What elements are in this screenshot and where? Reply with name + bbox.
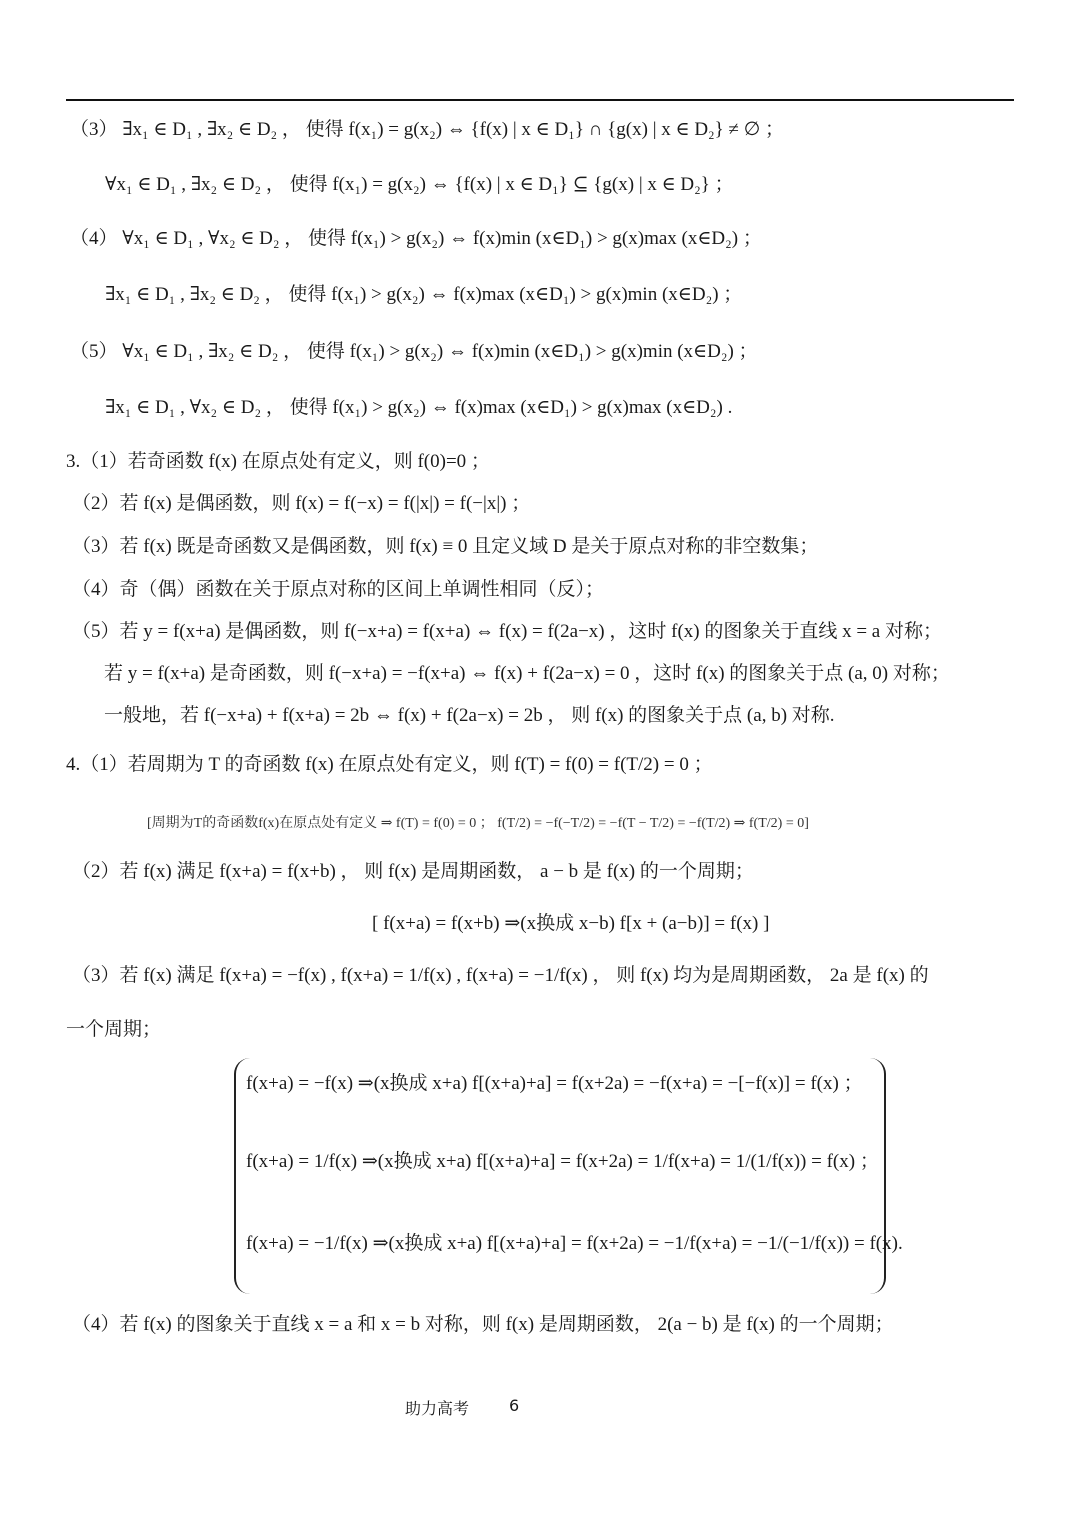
- text-line: （5）若 y = f(x+a) 是偶函数，则 f(−x+a) = f(x+a) ⇔ f(x) = f(2a−x) ，这时 f(x) 的图象关于直线 x = a 对称；: [72, 621, 942, 642]
- header-rule: [66, 99, 1014, 101]
- text-line: （5） ∀x₁ ∈ D₁ , ∃x₂ ∈ D₂ ， 使得 f(x₁) > g(x₂) ⇔ f(x)min (x∈D₁) > g(x)min (x∈D₂) ；: [70, 341, 758, 362]
- text-line: 一般地，若 f(−x+a) + f(x+a) = 2b ⇔ f(x) + f(2a−x) = 2b ， 则 f(x) 的图象关于点 (a, b) 对称.: [104, 705, 835, 726]
- page-number: 6: [509, 1396, 520, 1415]
- text-line: （4）若 f(x) 的图象关于直线 x = a 和 x = b 对称，则 f(x) 是周期函数， 2(a − b) 是 f(x) 的一个周期；: [72, 1314, 894, 1335]
- text-line: ∃x₁ ∈ D₁ , ∀x₂ ∈ D₂ ， 使得 f(x₁) > g(x₂) ⇔ f(x)max (x∈D₁) > g(x)max (x∈D₂) .: [105, 397, 733, 418]
- text-line: （4） ∀x₁ ∈ D₁ , ∀x₂ ∈ D₂ ， 使得 f(x₁) > g(x₂) ⇔ f(x)min (x∈D₁) > g(x)max (x∈D₂) ；: [70, 228, 762, 249]
- text-line: 若 y = f(x+a) 是奇函数，则 f(−x+a) = −f(x+a) ⇔ f(x) + f(2a−x) = 0 ，这时 f(x) 的图象关于点 (a, 0) 对称；: [104, 663, 950, 684]
- text-line: ∀x₁ ∈ D₁ , ∃x₂ ∈ D₂ ， 使得 f(x₁) = g(x₂) ⇔ {f(x) | x ∈ D₁} ⊆ {g(x) | x ∈ D₂} ；: [105, 174, 734, 195]
- text-line: [ f(x+a) = f(x+b) ⇒(x换成 x−b) f[x + (a−b)] = f(x) ]: [372, 913, 770, 934]
- text-line: [周期为T的奇函数f(x)在原点处有定义 ⇒ f(T) = f(0) = 0 ； f(T/2) = −f(−T/2) = −f(T − T/2) = −f(T/2) ⇒ f(T/2) = 0]: [147, 816, 809, 831]
- text-line: 3.（1）若奇函数 f(x) 在原点处有定义，则 f(0)=0 ；: [66, 451, 490, 472]
- text-line: （4）奇（偶）函数在关于原点对称的区间上单调性相同（反）；: [72, 579, 605, 600]
- text-line: f(x+a) = 1/f(x) ⇒(x换成 x+a) f[(x+a)+a] = f(x+2a) = 1/f(x+a) = 1/(1/f(x)) = f(x) ；: [246, 1151, 879, 1172]
- text-line: 一个周期；: [66, 1019, 162, 1040]
- text-line: f(x+a) = −f(x) ⇒(x换成 x+a) f[(x+a)+a] = f(x+2a) = −f(x+a) = −[−f(x)] = f(x) ；: [246, 1073, 863, 1094]
- text-line: （3） ∃x₁ ∈ D₁ , ∃x₂ ∈ D₂ ， 使得 f(x₁) = g(x₂) ⇔ {f(x) | x ∈ D₁} ∩ {g(x) | x ∈ D₂} ≠ ∅ ；: [70, 119, 785, 140]
- text-line: （2）若 f(x) 满足 f(x+a) = f(x+b) ， 则 f(x) 是周期函数， a − b 是 f(x) 的一个周期；: [72, 861, 754, 882]
- text-line: （3）若 f(x) 满足 f(x+a) = −f(x) , f(x+a) = 1/f(x) , f(x+a) = −1/f(x) ， 则 f(x) 均为是周期函数， 2a 是 f(x) 的: [72, 965, 929, 986]
- text-line: 4.（1）若周期为 T 的奇函数 f(x) 在原点处有定义，则 f(T) = f(0) = f(T/2) = 0 ；: [66, 754, 713, 775]
- footer-title: 助力高考: [405, 1399, 470, 1418]
- text-line: （2）若 f(x) 是偶函数，则 f(x) = f(−x) = f(|x|) = f(−|x|) ；: [72, 493, 531, 514]
- text-line: f(x+a) = −1/f(x) ⇒(x换成 x+a) f[(x+a)+a] = f(x+2a) = −1/f(x+a) = −1/(−1/f(x)) = f(x).: [246, 1233, 903, 1254]
- text-line: （3）若 f(x) 既是奇函数又是偶函数，则 f(x) ≡ 0 且定义域 D 是关于原点对称的非空数集；: [72, 536, 819, 557]
- text-line: ∃x₁ ∈ D₁ , ∃x₂ ∈ D₂ ， 使得 f(x₁) > g(x₂) ⇔ f(x)max (x∈D₁) > g(x)min (x∈D₂) ；: [105, 284, 743, 305]
